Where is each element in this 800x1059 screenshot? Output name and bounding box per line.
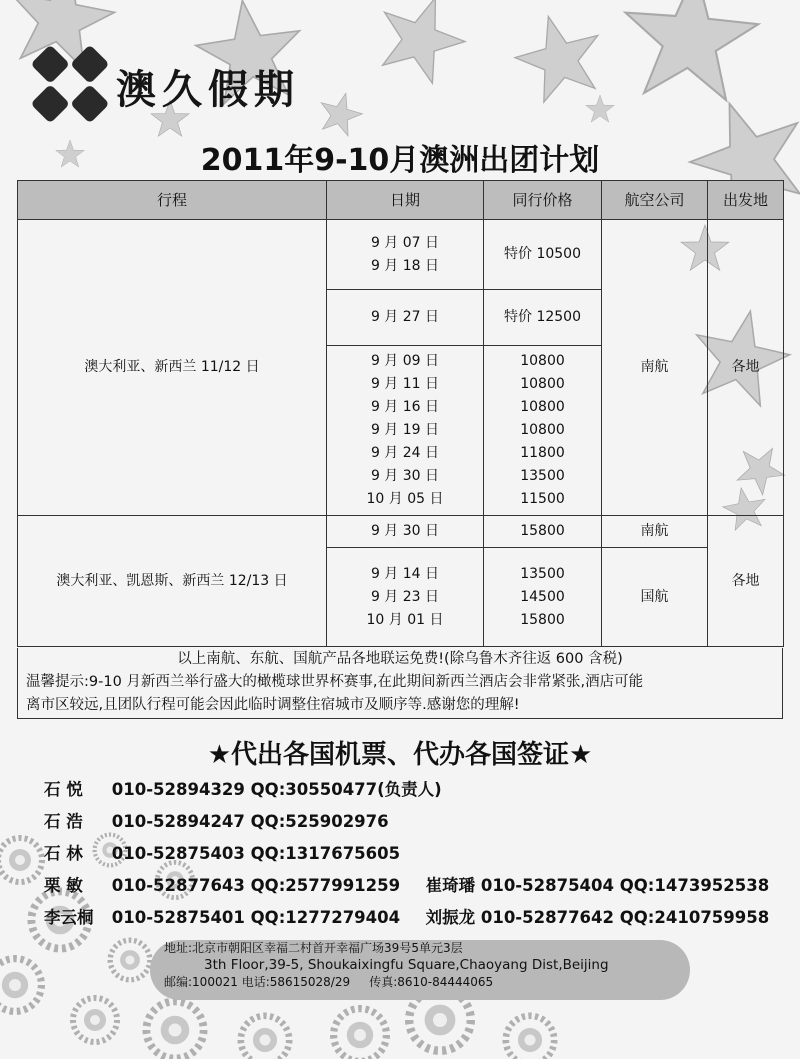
contact-name: 李云桐 [44, 908, 94, 927]
contact-qq: QQ:1277279404 [250, 908, 401, 927]
services-slogan: ★代出各国机票、代办各国签证★ [207, 740, 593, 770]
price-value: 13500 [520, 565, 565, 582]
contact-phone: 010-52875401 [111, 908, 245, 927]
address-extra [164, 974, 690, 991]
date-value: 9 月 30 日 [370, 468, 440, 484]
contact-row [44, 778, 794, 810]
brand-logo [18, 32, 128, 140]
contact-row [44, 810, 794, 842]
price-cell [484, 346, 602, 516]
date-cell [327, 548, 484, 647]
contact-name: 崔琦璠 [425, 876, 476, 895]
contact-row [44, 874, 794, 906]
table-row [18, 220, 784, 290]
header-date: 日期 [327, 181, 484, 220]
note-reminder-cont: 离市区较远,且团队行程可能会因此临时调整住宿城市及顺序等.感谢您的理解! [26, 697, 520, 713]
date-cell: 9 月 27 日 [327, 290, 484, 346]
address-box [150, 940, 690, 1000]
contact-row [44, 906, 794, 938]
contact-phone: 010-52877643 [111, 876, 245, 895]
contact-list [44, 778, 794, 938]
price-value: 11500 [520, 491, 565, 507]
date-value: 9 月 24 日 [370, 445, 440, 461]
airline-cell: 南航 [602, 516, 708, 548]
address-en: 3th Floor,39-5, Shoukaixingfu Square,Chaoyang Dist,Beijing [204, 957, 609, 973]
phone: 电话:58615028/29 [241, 975, 351, 989]
price-cell: 特价 12500 [484, 290, 602, 346]
brand-name: 澳久假期 [116, 67, 300, 113]
star-decoration [315, 88, 367, 138]
contact-phone: 010-52877642 [480, 908, 614, 927]
contact-phone: 010-52875404 [480, 876, 614, 895]
header-price: 同行价格 [484, 181, 602, 220]
note-free-transfer: 以上南航、东航、国航产品各地联运免费!(除乌鲁木齐往返 600 含税) [177, 651, 623, 667]
date-cell: 9 月 30 日 [327, 516, 484, 548]
postcode: 邮编:100021 [164, 975, 238, 989]
price-value: 10800 [520, 422, 565, 438]
contact-phone: 010-52894329 [111, 780, 245, 799]
date-value: 9 月 18 日 [370, 257, 440, 274]
notes-box [17, 648, 783, 719]
price-value: 15800 [520, 611, 565, 628]
contact-name: 栗 敏 [44, 876, 83, 895]
price-value: 10800 [520, 353, 565, 369]
contact-qq: QQ:1317675605 [250, 844, 401, 863]
airline-cell: 南航 [602, 220, 708, 516]
date-value: 9 月 19 日 [370, 422, 440, 438]
price-cell: 15800 [484, 516, 602, 548]
contact-phone: 010-52875403 [111, 844, 245, 863]
airline-cell: 国航 [602, 548, 708, 647]
contact-qq: QQ:30550477(负责人) [250, 780, 442, 799]
date-value: 9 月 23 日 [370, 588, 440, 605]
date-cell [327, 346, 484, 516]
route-name: 澳大利亚、凯恩斯、新西兰 12/13 日 [18, 516, 327, 647]
contact-name: 刘振龙 [425, 908, 476, 927]
table-header-row [18, 181, 784, 220]
route-name: 澳大利亚、新西兰 11/12 日 [18, 220, 327, 516]
contact-row [44, 842, 794, 874]
table-row [18, 516, 784, 548]
contact-qq: QQ:1473952538 [619, 876, 770, 895]
header-airline: 航空公司 [602, 181, 708, 220]
address-cn: 地址:北京市朝阳区幸福二村首开幸福广场39号5单元3层 [164, 941, 463, 955]
contact-name: 石 浩 [44, 812, 83, 831]
price-cell: 特价 10500 [484, 220, 602, 290]
departure-cell: 各地 [708, 220, 784, 516]
date-value: 10 月 05 日 [366, 491, 444, 507]
price-value: 10800 [520, 376, 565, 392]
date-value: 10 月 01 日 [366, 611, 444, 628]
date-value: 9 月 07 日 [370, 234, 440, 251]
date-value: 9 月 14 日 [370, 565, 440, 582]
star-decoration [367, 0, 475, 89]
contact-qq: QQ:2577991259 [250, 876, 401, 895]
contact-name: 石 悦 [44, 780, 83, 799]
schedule-table [17, 180, 784, 647]
contact-phone: 010-52894247 [111, 812, 245, 831]
departure-cell: 各地 [708, 516, 784, 647]
header-departure: 出发地 [708, 181, 784, 220]
price-cell [484, 548, 602, 647]
price-value: 10800 [520, 399, 565, 415]
contact-qq: QQ:2410759958 [619, 908, 770, 927]
star-decoration [586, 95, 615, 122]
page-title: 2011年9-10月澳洲出团计划 [200, 143, 600, 178]
star-decoration [619, 0, 763, 102]
star-decoration [507, 5, 611, 106]
price-value: 11800 [520, 445, 565, 461]
contact-name: 石 林 [44, 844, 83, 863]
fax: 传真:8610-84444065 [369, 975, 494, 989]
header-route: 行程 [18, 181, 327, 220]
date-value: 9 月 09 日 [370, 353, 440, 369]
date-value: 9 月 11 日 [370, 376, 440, 392]
note-reminder: 温馨提示:9-10 月新西兰举行盛大的橄榄球世界杯赛事,在此期间新西兰酒店会非常紧张,酒店可能 [26, 674, 644, 690]
contact-qq: QQ:525902976 [250, 812, 389, 831]
date-value: 9 月 16 日 [370, 399, 440, 415]
date-cell [327, 220, 484, 290]
price-value: 13500 [520, 468, 565, 484]
price-value: 14500 [520, 588, 565, 605]
